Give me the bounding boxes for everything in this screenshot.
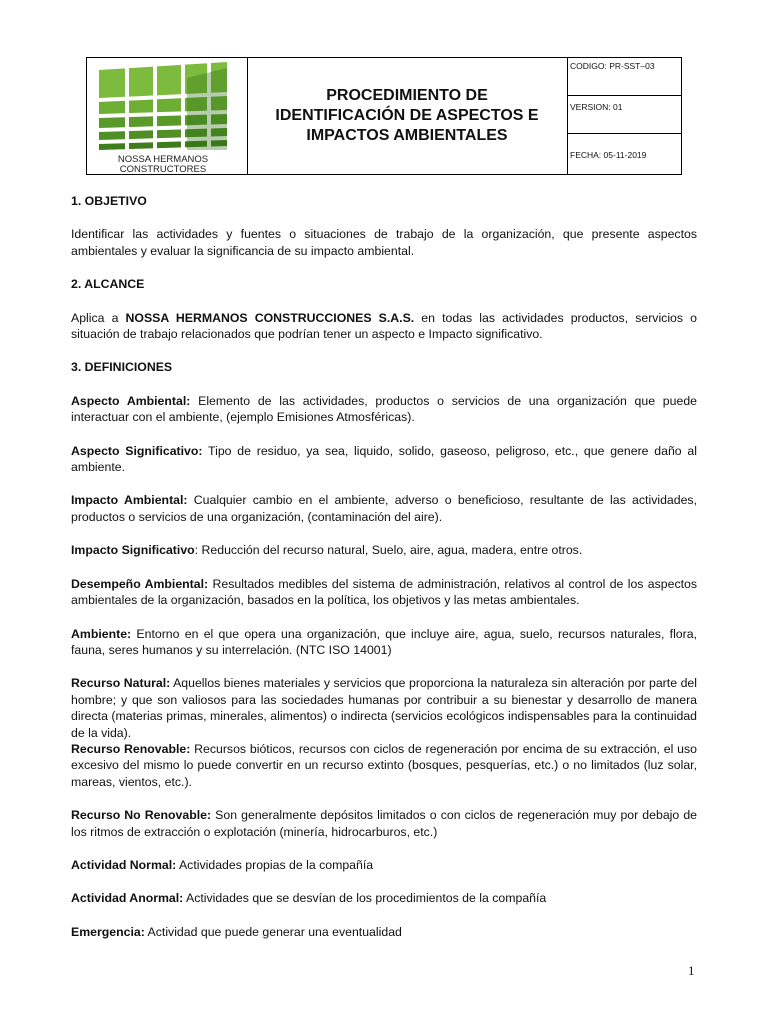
building-logo-icon xyxy=(87,58,247,174)
alcance-pre: Aplica a xyxy=(71,310,126,325)
definition-aspecto-significativo xyxy=(71,443,697,476)
title-line1: PROCEDIMIENTO DE xyxy=(326,87,488,104)
definition-term: Actividad Normal: xyxy=(71,857,177,872)
definition-recurso-no-renovable xyxy=(71,807,697,840)
title-line2: IDENTIFICACIÓN DE ASPECTOS E xyxy=(275,107,539,124)
definition-text: Elemento de las actividades, productos o servicios de una organización que puede interactuar con el ambiente, (ejemplo Emisiones Atmosféricas). xyxy=(71,393,698,425)
fecha-field: FECHA: 05-11-2019 xyxy=(570,150,647,160)
definition-recurso-renovable xyxy=(71,741,697,790)
definition-text: : Reducción del recurso natural, Suelo, aire, agua, madera, entre otros. xyxy=(194,543,583,558)
objetivo-paragraph: Identificar las actividades y fuentes o situaciones de trabajo de la organización, que presente aspectos ambientales y evaluar la significancia de su impacto ambiental. xyxy=(71,227,697,258)
document-title xyxy=(247,58,568,174)
document-meta xyxy=(567,58,681,174)
section-heading-objetivo: 1. OBJETIVO xyxy=(71,194,147,208)
definition-text: Resultados medibles del sistema de administración, relativos al control de los aspectos ambientales de la organización, basados en la política, los objetivos y las metas ambientales. xyxy=(71,576,698,608)
definition-emergencia xyxy=(71,924,697,940)
definition-term: Desempeño Ambiental: xyxy=(71,576,209,591)
title-line3: IMPACTOS AMBIENTALES xyxy=(306,127,508,144)
definition-impacto-significativo xyxy=(71,542,697,558)
definition-text: Actividad que puede generar una eventualidad xyxy=(144,924,402,939)
definition-text: Tipo de residuo, ya sea, liquido, solido, gaseoso, peligroso, etc., que genere daño al ambiente. xyxy=(71,443,697,475)
definition-term: Ambiente: xyxy=(71,626,132,641)
logo-text-line2: CONSTRUCTORES xyxy=(119,164,207,174)
definition-actividad-anormal xyxy=(71,890,697,906)
definition-actividad-normal xyxy=(71,857,697,873)
definition-aspecto-ambiental xyxy=(71,393,697,426)
definition-desempeno-ambiental xyxy=(71,576,697,609)
section-heading-definiciones: 3. DEFINICIONES xyxy=(71,360,173,375)
alcance-paragraph xyxy=(71,310,697,343)
codigo-field: CODIGO: PR-SST–03 xyxy=(567,58,681,96)
definition-term: Recurso No Renovable: xyxy=(71,808,212,823)
definition-text: Actividades propias de la compañía xyxy=(176,857,374,872)
logo-text-line1: NOSSA HERMANOS xyxy=(117,154,209,165)
definition-text: Son generalmente depósitos limitados o con ciclos de regeneración muy por debajo de los ritmos de extracción o explotación (minería, hidrocarburos, etc.) xyxy=(71,808,698,839)
version-field: VERSION: 01 xyxy=(567,96,681,134)
definition-term: Impacto Ambiental: xyxy=(71,493,188,508)
definition-recurso-natural xyxy=(71,675,697,741)
section-heading-alcance: 2. ALCANCE xyxy=(71,277,145,292)
definition-term: Actividad Anormal: xyxy=(71,891,184,906)
definition-text: Aquellos bienes materiales y servicios que proporciona la naturaleza sin alteración por parte del hombre; y que son valiosos para las sociedades humanas por contribuir a su bienestar y desarrollo de manera directa (materias primas, minerales, alimentos) o indirecta (servicios ecológicos indispensables para la continuidad de la vida). xyxy=(71,676,697,740)
definition-ambiente xyxy=(71,626,697,659)
definition-term: Impacto Significativo xyxy=(71,543,195,558)
definition-term: Aspecto Significativo: xyxy=(71,443,203,458)
definition-text: Actividades que se desvían de los procedimientos de la compañía xyxy=(183,891,547,906)
page-number: 1 xyxy=(688,963,695,978)
definition-text: Entorno en el que opera una organización, que incluye aire, agua, suelo, recursos naturales, flora, fauna, seres humanos y su interrelación. (NTC ISO 14001) xyxy=(71,626,697,657)
definition-impacto-ambiental xyxy=(71,492,697,525)
definition-text: Cualquier cambio en el ambiente, adverso o beneficioso, resultante de las actividades, productos o servicios de una organización, (contaminación del aire). xyxy=(71,493,697,524)
document-header xyxy=(86,57,682,175)
definition-term: Emergencia: xyxy=(71,924,145,939)
company-logo xyxy=(87,58,248,174)
definition-term: Aspecto Ambiental: xyxy=(71,393,191,408)
document-body xyxy=(71,193,697,940)
definition-term: Recurso Natural: xyxy=(71,676,171,691)
alcance-post: en todas las actividades productos, servicios o situación de trabajo relacionados que podrían tener un aspecto e Impacto significativo. xyxy=(71,310,697,342)
definition-text: Recursos bióticos, recursos con ciclos de regeneración por encima de su extracción, el uso excesivo del mismo lo puede convertir en un recurso extinto (bosques, pesquerías, etc.) o no limitados (luz solar, mareas, vientos, etc.). xyxy=(71,741,697,789)
definition-term: Recurso Renovable: xyxy=(71,741,191,756)
company-name: NOSSA HERMANOS CONSTRUCCIONES S.A.S. xyxy=(125,310,415,325)
